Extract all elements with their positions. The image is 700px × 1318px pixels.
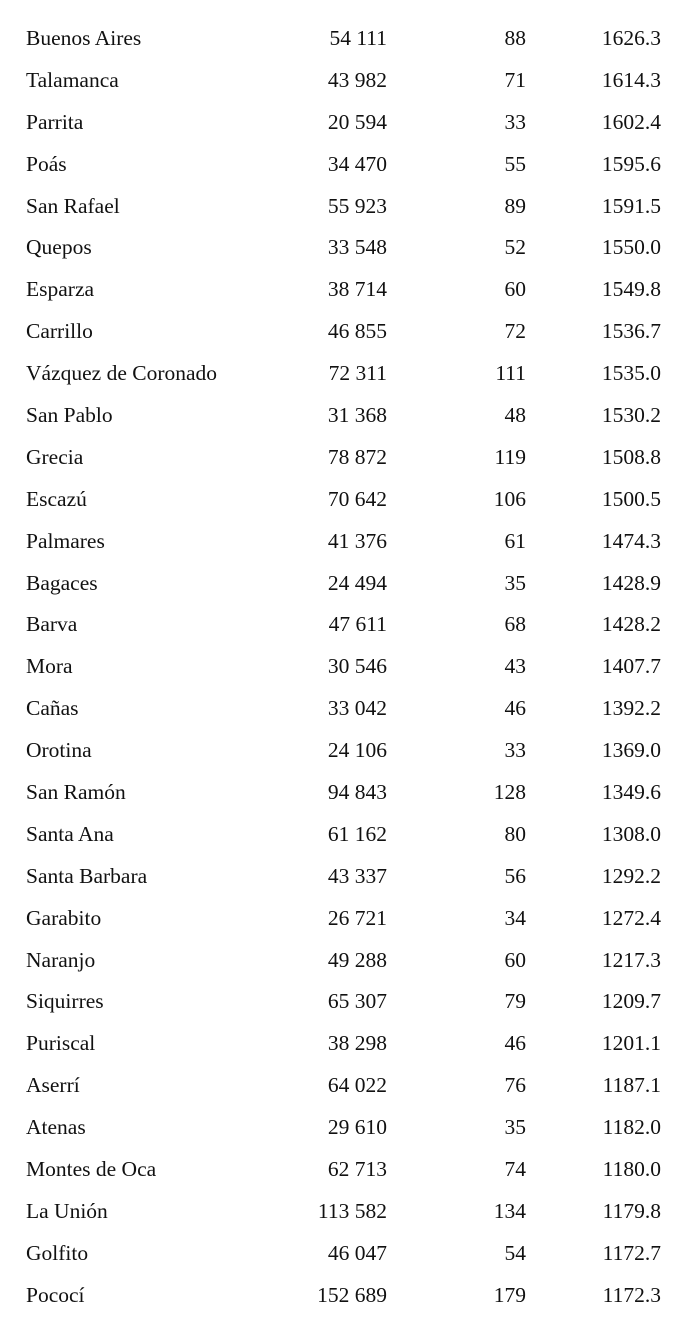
- population-value: 24 106: [327, 738, 387, 763]
- population-value: 47 611: [328, 612, 387, 637]
- table-row: [0, 1233, 700, 1275]
- table-row: [0, 395, 700, 437]
- population-value: 62 713: [327, 1157, 387, 1182]
- count-value: 46: [504, 1031, 526, 1056]
- rate-value: 1500.5: [601, 486, 661, 511]
- table-row: [0, 981, 700, 1023]
- canton-name: Puriscal: [26, 1031, 96, 1056]
- rate-value: 1217.3: [601, 947, 661, 972]
- population-value: 61 162: [327, 821, 387, 846]
- population-value: 38 298: [327, 1031, 387, 1056]
- population-value: 34 470: [327, 151, 387, 176]
- count-value: 55: [504, 151, 526, 176]
- count-value: 88: [504, 26, 526, 50]
- population-value: 31 368: [327, 403, 387, 428]
- count-value: 128: [493, 780, 526, 805]
- rate-value: 1179.8: [602, 1198, 661, 1223]
- canton-name: Vázquez de Coronado: [26, 361, 218, 386]
- table-row: [0, 1107, 700, 1149]
- count-value: 34: [504, 905, 526, 930]
- canton-name: Buenos Aires: [26, 26, 142, 50]
- count-value: 52: [504, 235, 526, 260]
- count-value: 46: [504, 696, 526, 721]
- count-value: 35: [504, 1115, 526, 1140]
- count-value: 56: [504, 863, 526, 888]
- canton-name: Aserrí: [26, 1073, 80, 1098]
- canton-name: San Rafael: [26, 193, 120, 218]
- population-value: 38 714: [327, 277, 387, 302]
- table-row: [0, 814, 700, 856]
- table-row: [0, 688, 700, 730]
- population-value: 70 642: [327, 486, 387, 511]
- population-value: 41 376: [327, 528, 387, 553]
- rate-value: 1308.0: [601, 821, 661, 846]
- table-row: [0, 1149, 700, 1191]
- canton-name: Grecia: [26, 444, 84, 469]
- canton-name: Palmares: [26, 528, 105, 553]
- population-value: 113 582: [317, 1198, 387, 1223]
- rate-value: 1407.7: [601, 654, 661, 679]
- canton-name: Esparza: [26, 277, 95, 302]
- table-row: [0, 18, 700, 60]
- canton-name: Talamanca: [26, 67, 119, 92]
- table-row: [0, 604, 700, 646]
- rate-value: 1595.6: [601, 151, 661, 176]
- count-value: 54: [504, 1240, 526, 1265]
- population-value: 65 307: [327, 989, 387, 1014]
- count-value: 60: [504, 947, 526, 972]
- population-value: 54 111: [329, 26, 387, 50]
- table-row: [0, 144, 700, 186]
- rate-value: 1602.4: [601, 109, 661, 134]
- count-value: 72: [504, 319, 526, 344]
- count-value: 111: [495, 361, 526, 386]
- rate-value: 1392.2: [601, 696, 661, 721]
- table-row: [0, 353, 700, 395]
- canton-name: San Ramón: [26, 780, 126, 805]
- population-value: 55 923: [327, 193, 387, 218]
- rate-value: 1428.9: [601, 570, 661, 595]
- rate-value: 1536.7: [601, 319, 661, 344]
- count-value: 119: [494, 444, 526, 469]
- canton-name: Cañas: [26, 696, 79, 721]
- count-value: 60: [504, 277, 526, 302]
- canton-name: Parrita: [26, 109, 84, 134]
- canton-name: Mora: [26, 654, 73, 679]
- table-row: [0, 1023, 700, 1065]
- canton-name: Pococí: [26, 1282, 85, 1307]
- rate-value: 1550.0: [601, 235, 661, 260]
- rate-value: 1187.1: [602, 1073, 661, 1098]
- rate-value: 1201.1: [601, 1031, 661, 1056]
- count-value: 43: [504, 654, 526, 679]
- count-value: 89: [504, 193, 526, 218]
- canton-name: Orotina: [26, 738, 92, 763]
- population-value: 33 548: [327, 235, 387, 260]
- canton-name: Bagaces: [26, 570, 98, 595]
- population-value: 33 042: [327, 696, 387, 721]
- rate-value: 1428.2: [601, 612, 661, 637]
- rate-value: 1535.0: [601, 361, 661, 386]
- count-value: 179: [493, 1282, 526, 1307]
- table-row: [0, 1275, 700, 1317]
- table-row: [0, 563, 700, 605]
- rate-value: 1591.5: [601, 193, 661, 218]
- rate-value: 1614.3: [601, 67, 661, 92]
- count-value: 71: [504, 67, 526, 92]
- count-value: 33: [504, 738, 526, 763]
- canton-name: Siquirres: [26, 989, 104, 1014]
- rate-value: 1172.3: [602, 1282, 661, 1307]
- table-row: [0, 646, 700, 688]
- count-value: 48: [504, 403, 526, 428]
- rate-value: 1530.2: [601, 403, 661, 428]
- population-value: 94 843: [327, 780, 387, 805]
- table-row: [0, 898, 700, 940]
- population-value: 24 494: [327, 570, 387, 595]
- count-value: 79: [504, 989, 526, 1014]
- table-row: [0, 730, 700, 772]
- canton-name: Golfito: [26, 1240, 89, 1265]
- rate-value: 1508.8: [601, 444, 661, 469]
- canton-name: Carrillo: [26, 319, 93, 344]
- count-value: 80: [504, 821, 526, 846]
- population-value: 64 022: [327, 1073, 387, 1098]
- count-value: 33: [504, 109, 526, 134]
- population-value: 30 546: [327, 654, 387, 679]
- population-value: 49 288: [327, 947, 387, 972]
- count-value: 74: [504, 1157, 526, 1182]
- rate-value: 1549.8: [601, 277, 661, 302]
- table-row: [0, 269, 700, 311]
- count-value: 61: [504, 528, 526, 553]
- population-value: 43 982: [327, 67, 387, 92]
- population-value: 20 594: [327, 109, 387, 134]
- table-row: [0, 1191, 700, 1233]
- table-row: [0, 1065, 700, 1107]
- table-row: [0, 856, 700, 898]
- population-value: 46 047: [327, 1240, 387, 1265]
- count-value: 35: [504, 570, 526, 595]
- canton-name: Santa Ana: [26, 821, 114, 846]
- table-row: [0, 311, 700, 353]
- population-value: 26 721: [327, 905, 387, 930]
- rate-value: 1474.3: [601, 528, 661, 553]
- table-row: [0, 521, 700, 563]
- population-value: 43 337: [327, 863, 387, 888]
- table-row: [0, 102, 700, 144]
- population-value: 152 689: [317, 1282, 387, 1307]
- population-value: 46 855: [327, 319, 387, 344]
- canton-name: Barva: [26, 612, 78, 637]
- population-value: 72 311: [328, 361, 387, 386]
- rate-value: 1369.0: [601, 738, 661, 763]
- canton-name: La Unión: [26, 1198, 108, 1223]
- table-row: [0, 186, 700, 228]
- canton-name: Atenas: [26, 1115, 86, 1140]
- rate-value: 1180.0: [602, 1157, 661, 1182]
- count-value: 76: [504, 1073, 526, 1098]
- rate-value: 1182.0: [602, 1115, 661, 1140]
- count-value: 68: [504, 612, 526, 637]
- table-row: [0, 772, 700, 814]
- table-row: [0, 227, 700, 269]
- rate-value: 1172.7: [602, 1240, 661, 1265]
- count-value: 106: [493, 486, 526, 511]
- population-value: 78 872: [327, 444, 387, 469]
- table-row: [0, 60, 700, 102]
- canton-name: Escazú: [26, 486, 87, 511]
- canton-name: Naranjo: [26, 947, 96, 972]
- rate-value: 1272.4: [601, 905, 661, 930]
- canton-name: Montes de Oca: [26, 1157, 157, 1182]
- table-row: [0, 940, 700, 982]
- canton-name: Santa Barbara: [26, 863, 148, 888]
- table-row: [0, 479, 700, 521]
- population-value: 29 610: [327, 1115, 387, 1140]
- rate-value: 1626.3: [601, 26, 661, 50]
- rate-value: 1209.7: [601, 989, 661, 1014]
- rate-value: 1349.6: [601, 780, 661, 805]
- table-row: [0, 437, 700, 479]
- canton-name: Quepos: [26, 235, 92, 260]
- canton-name: Garabito: [26, 905, 102, 930]
- canton-name: Poás: [26, 151, 67, 176]
- count-value: 134: [493, 1198, 526, 1223]
- canton-name: San Pablo: [26, 403, 113, 428]
- rate-value: 1292.2: [601, 863, 661, 888]
